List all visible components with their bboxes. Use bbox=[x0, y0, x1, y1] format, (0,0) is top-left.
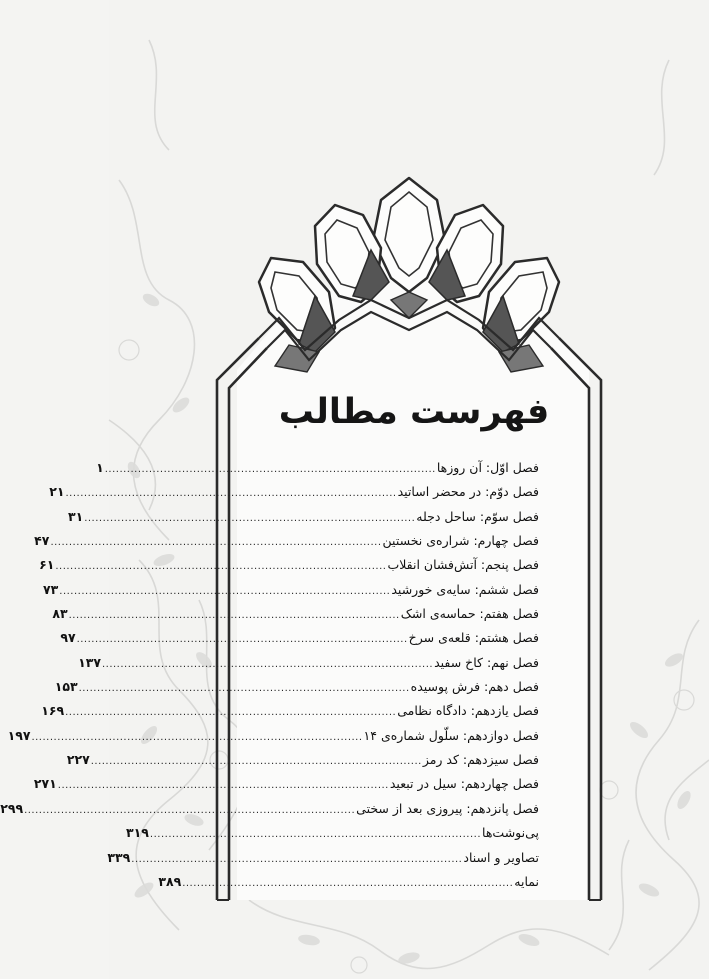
toc-entry-label: فصل دوازدهم: سلّول شماره‌ی ۱۴ bbox=[363, 727, 539, 743]
toc-entry-label: فصل چهاردهم: سیل در تبعید bbox=[389, 776, 539, 792]
toc-entry[interactable] bbox=[66, 752, 539, 776]
toc-leader-dots: .......................................................................................... bbox=[104, 464, 436, 475]
toc-entry-label: فصل دوّم: در محضر اساتید bbox=[397, 484, 539, 500]
toc-leader-dots: .......................................................................................... bbox=[59, 585, 391, 597]
toc-entry-label: نمایه bbox=[514, 873, 539, 889]
toc-entry[interactable] bbox=[54, 679, 539, 703]
toc-leader-dots: .......................................................................................... bbox=[101, 658, 434, 670]
toc-entry-label: فصل چهارم: شراره‌ی نخستین bbox=[382, 533, 539, 549]
toc-leader-dots: .......................................................................................... bbox=[24, 804, 356, 816]
toc-entry-label: تصاویر و اسناد bbox=[463, 849, 539, 865]
toc-entry[interactable] bbox=[34, 533, 539, 557]
table-of-contents bbox=[0, 460, 539, 898]
toc-leader-dots: .......................................................................................... bbox=[65, 488, 397, 500]
toc-leader-dots: .......................................................................................... bbox=[149, 829, 482, 841]
toc-entry-page-number: ۱۵۳ bbox=[54, 679, 78, 695]
toc-entry-label: فصل سیزدهم: کد رمز bbox=[422, 752, 539, 768]
toc-entry[interactable] bbox=[33, 776, 539, 800]
toc-entry-page-number: ۱۶۹ bbox=[41, 703, 65, 719]
toc-entry-page-number: ۳۱ bbox=[67, 508, 84, 524]
toc-entry-label: فصل هشتم: قلعه‌ی سرخ bbox=[408, 630, 539, 646]
toc-entry-label: فصل هفتم: حماسه‌ی اشک bbox=[400, 606, 539, 622]
toc-entry-page-number: ۱۳۷ bbox=[78, 654, 101, 670]
toc-entry[interactable] bbox=[158, 873, 539, 898]
toc-entry-page-number: ۲۱ bbox=[49, 484, 65, 500]
toc-entry-label: پی‌نوشت‌ها bbox=[482, 825, 539, 841]
toc-entry[interactable] bbox=[107, 849, 539, 874]
toc-entry-page-number: ۲۷۱ bbox=[33, 776, 57, 792]
toc-leader-dots: .......................................................................................... bbox=[90, 756, 422, 768]
toc-entry-label: فصل ششم: سایه‌ی خورشید bbox=[391, 581, 539, 597]
toc-entry[interactable] bbox=[41, 703, 539, 727]
toc-entry-label: فصل سوّم: ساحل دجله bbox=[416, 508, 539, 524]
toc-entry-page-number: ۷۳ bbox=[43, 581, 59, 597]
toc-entry[interactable] bbox=[78, 654, 539, 679]
toc-entry-page-number: ۳۳۹ bbox=[107, 849, 131, 865]
toc-entry[interactable] bbox=[43, 581, 539, 606]
toc-leader-dots: .......................................................................................... bbox=[78, 683, 410, 695]
toc-entry-page-number: ۳۸۹ bbox=[158, 873, 182, 889]
toc-entry[interactable] bbox=[60, 630, 539, 654]
toc-entry-page-number: ۸۳ bbox=[52, 606, 68, 622]
toc-leader-dots: .......................................................................................... bbox=[68, 610, 400, 622]
toc-leader-dots: .......................................................................................... bbox=[182, 877, 514, 889]
toc-entry[interactable] bbox=[96, 460, 539, 484]
toc-leader-dots: .......................................................................................... bbox=[55, 561, 387, 573]
toc-entry-page-number: ۲۲۷ bbox=[66, 752, 90, 768]
toc-entry-page-number: ۲۹۹ bbox=[0, 800, 24, 816]
toc-entry-page-number: ۱ bbox=[96, 460, 104, 475]
toc-entry[interactable] bbox=[126, 825, 539, 849]
toc-entry-label: فصل دهم: فرش پوسیده bbox=[410, 679, 539, 695]
toc-entry-page-number: ۶۱ bbox=[39, 557, 55, 573]
toc-entry[interactable] bbox=[49, 484, 539, 508]
toc-entry-label: فصل نهم: کاخ سفید bbox=[434, 654, 539, 670]
toc-entry[interactable] bbox=[67, 508, 539, 533]
toc-leader-dots: .......................................................................................... bbox=[50, 537, 382, 549]
toc-leader-dots: .......................................................................................... bbox=[65, 707, 397, 719]
toc-entry[interactable] bbox=[0, 800, 539, 825]
toc-leader-dots: .......................................................................................... bbox=[84, 512, 416, 524]
toc-leader-dots: .......................................................................................... bbox=[31, 731, 363, 743]
toc-entry[interactable] bbox=[7, 727, 539, 752]
toc-leader-dots: .......................................................................................... bbox=[76, 634, 408, 646]
toc-entry[interactable] bbox=[52, 606, 539, 630]
toc-leader-dots: .......................................................................................... bbox=[57, 780, 389, 792]
page-title: فهرست مطالب bbox=[278, 392, 550, 432]
toc-entry-page-number: ۱۹۷ bbox=[7, 727, 31, 743]
toc-entry-page-number: ۴۷ bbox=[34, 533, 50, 549]
toc-entry-page-number: ۹۷ bbox=[60, 630, 76, 646]
toc-entry-label: فصل پنجم: آتش‌فشان انقلاب bbox=[387, 557, 539, 573]
toc-leader-dots: .......................................................................................... bbox=[131, 853, 463, 865]
toc-entry-label: فصل یازدهم: دادگاه نظامی bbox=[397, 703, 539, 719]
toc-entry[interactable] bbox=[39, 557, 539, 581]
toc-entry-label: فصل اوّل: آن روزها bbox=[436, 460, 539, 475]
toc-entry-page-number: ۳۱۹ bbox=[126, 825, 149, 841]
toc-entry-label: فصل پانزدهم: پیروزی بعد از سختی bbox=[356, 800, 539, 816]
